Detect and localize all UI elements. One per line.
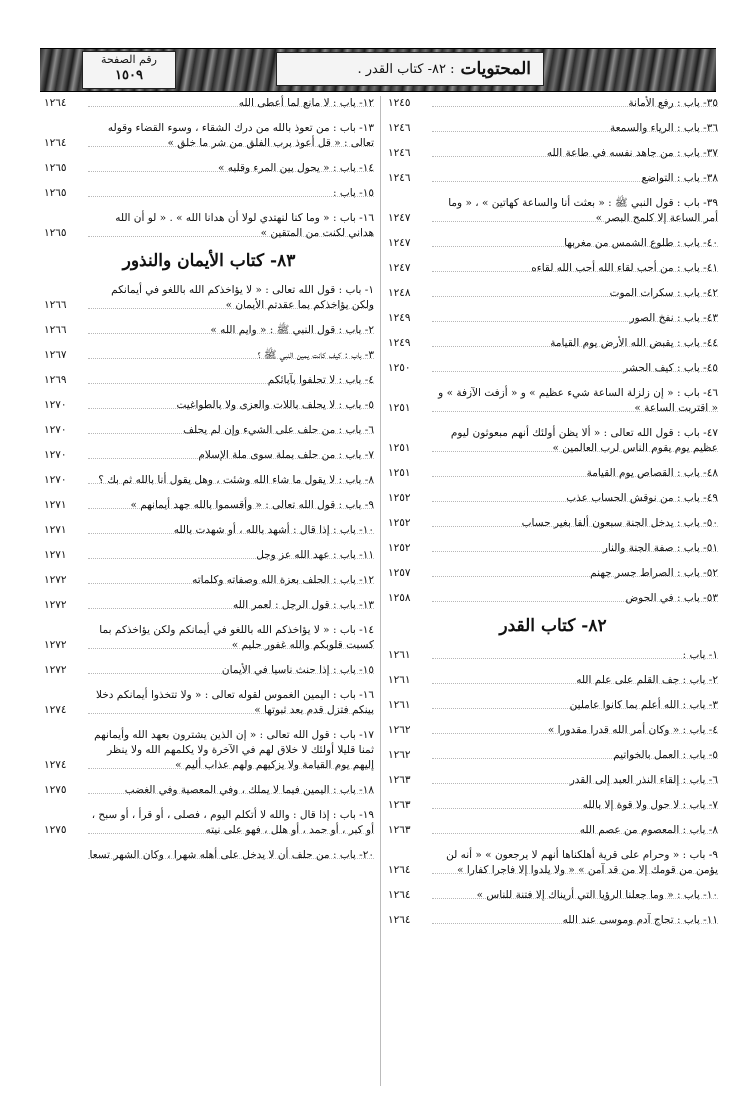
- toc-entry-page: ١٢٦٣: [388, 774, 411, 786]
- toc-entry[interactable]: [388, 516, 718, 531]
- leader-dots: [88, 713, 374, 714]
- toc-entry-page: ١٢٧٢: [44, 664, 67, 676]
- toc-entry[interactable]: [44, 323, 374, 338]
- toc-entry[interactable]: [388, 648, 718, 663]
- toc-entry[interactable]: [44, 548, 374, 563]
- toc-entry[interactable]: [44, 473, 374, 488]
- book-heading: ٨٣- كتاب الأيمان والنذور: [122, 251, 296, 271]
- leader-dots: [432, 873, 718, 874]
- leader-dots: [432, 346, 718, 347]
- toc-entry-title: ١٥- باب :: [332, 187, 374, 199]
- leader-dots: [432, 808, 718, 809]
- toc-entry[interactable]: [388, 591, 718, 606]
- toc-entry-page: ١٢٦٥: [44, 162, 67, 174]
- toc-entry-page: ١٢٧١: [44, 524, 67, 536]
- toc-entry-title: ١٧- باب : قول الله تعالى : « إن الذين يشترون بعهد الله وأيمانهم ثمنا قليلا أولئك لا خلاق لهم في الآخرة ولا يكلمهم الله ولا ينظر إليهم يوم القيامة ولا يزكيهم ولهم عذاب أليم »: [94, 729, 374, 771]
- toc-entry[interactable]: [44, 398, 374, 413]
- toc-entry-page: ١٢٦١: [388, 649, 411, 661]
- toc-entry-page: ١٢٦٤: [388, 864, 411, 876]
- leader-dots: [88, 146, 374, 147]
- toc-entry-page: ١٢٦٩: [44, 374, 67, 386]
- toc-entry-title: ٦- باب : من حلف على الشيء وإن لم يحلف: [183, 424, 374, 436]
- toc-entry-title: ٤٦- باب : « إن زلزلة الساعة شيء عظيم » و « أزفت الآزفة » و « اقتربت الساعة »: [438, 387, 718, 414]
- leader-dots: [432, 658, 718, 659]
- toc-entry-title: ٥- باب : العمل بالخواتيم: [613, 749, 718, 761]
- toc-entry[interactable]: [44, 161, 374, 176]
- toc-entry-title: ٧- باب : من حلف بملة سوى ملة الإسلام: [198, 449, 374, 461]
- leader-dots: [432, 923, 718, 924]
- toc-entry-page: ١٢٥٢: [388, 517, 411, 529]
- leader-dots: [88, 583, 374, 584]
- leader-dots: [432, 296, 718, 297]
- toc-entry-page: ١٢٧٠: [44, 474, 67, 486]
- toc-entry-page: ١٢٤٨: [388, 287, 411, 299]
- leader-dots: [432, 898, 718, 899]
- toc-entry-title: ٣- باب : كيف كانت يمين النبي ﷺ ؟: [257, 349, 374, 361]
- toc-entry-title: ٤٩- باب : من نوقش الحساب عذب: [566, 492, 718, 504]
- toc-entry-page: ١٢٧٤: [44, 704, 67, 716]
- leader-dots: [88, 673, 374, 674]
- toc-entry-title: ٢٠- باب : من حلف أن لا يدخل على أهله شهرا ، وكان الشهر تسعا: [89, 849, 374, 861]
- toc-entry-page: ١٢٦١: [388, 699, 411, 711]
- toc-entry[interactable]: [388, 286, 718, 301]
- toc-entry[interactable]: [388, 386, 718, 416]
- page-number-box: [82, 51, 176, 89]
- toc-entry-page: ١٢٤٥: [388, 97, 411, 109]
- toc-entry[interactable]: [44, 728, 374, 773]
- toc-entry[interactable]: [388, 311, 718, 326]
- toc-entry-page: ١٢٥٢: [388, 492, 411, 504]
- toc-entry[interactable]: [388, 848, 718, 878]
- toc-entry-title: ٢- باب : جف القلم على علم الله: [576, 674, 718, 686]
- toc-entry[interactable]: [388, 748, 718, 763]
- toc-entry[interactable]: [388, 146, 718, 161]
- page-header: [40, 48, 716, 92]
- toc-entry[interactable]: [388, 426, 718, 456]
- toc-entry-title: ٩- باب : « وحرام على قرية أهلكناها أنهم لا يرجعون » « أنه لن يؤمن من قومك إلا من قد آمن » « ولا يلدوا إلا فاجرا كفارا »: [446, 849, 718, 876]
- toc-entry-title: ١١- باب : تحاج آدم وموسى عند الله: [562, 914, 718, 926]
- toc-entry-title: ٤٤- باب : يقبض الله الأرض يوم القيامة: [550, 337, 718, 349]
- toc-entry-page: ١٢٦٥: [44, 187, 67, 199]
- toc-entry-title: ٣٩- باب : قول النبي ﷺ : « بعثت أنا والساعة كهاتين » ، « وما أمر الساعة إلا كلمح البصر »: [448, 197, 718, 224]
- toc-entry[interactable]: [388, 888, 718, 903]
- toc-entry-title: ٩- باب : قول الله تعالى : « وأقسموا بالله جهد أيمانهم »: [130, 499, 374, 511]
- leader-dots: [432, 246, 718, 247]
- header-title: المحتويات: [460, 59, 531, 79]
- leader-dots: [432, 221, 718, 222]
- toc-entry[interactable]: [388, 491, 718, 506]
- toc-entry-page: ١٢٦٤: [388, 914, 411, 926]
- toc-entry[interactable]: [388, 96, 718, 111]
- toc-entry[interactable]: [388, 121, 718, 136]
- toc-entry[interactable]: [388, 171, 718, 186]
- toc-entry[interactable]: [388, 236, 718, 251]
- leader-dots: [432, 181, 718, 182]
- toc-entry-title: ١٦- باب : « وما كنا لنهتدي لولا أن هدانا الله » . « لو أن الله هداني لكنت من المتقين »: [115, 212, 374, 239]
- toc-entry-title: ٣٨- باب : التواضع: [641, 172, 718, 184]
- toc-left-column: [44, 96, 374, 873]
- toc-entry-page: ١٢٦٧: [44, 349, 67, 361]
- toc-entry-page: ١٢٧٢: [44, 574, 67, 586]
- leader-dots: [432, 476, 718, 477]
- toc-entry-title: ١٩- باب : إذا قال : والله لا أتكلم اليوم ، فصلى ، أو قرأ ، أو سبح ، أو كبر ، أو حمد ، أو هلل ، فهو على نيته: [91, 809, 374, 836]
- toc-entry-page: ١٢٦٤: [388, 889, 411, 901]
- toc-entry-page: ١٢٧١: [44, 499, 67, 511]
- header-title-box: [276, 52, 544, 86]
- leader-dots: [88, 608, 374, 609]
- toc-entry-title: ١٠- باب : إذا قال : أشهد بالله ، أو شهدت بالله: [173, 524, 374, 536]
- toc-entry-page: ١٢٤٦: [388, 147, 411, 159]
- leader-dots: [88, 833, 374, 834]
- toc-entry-title: ٥- باب : لا يحلف باللات والعزى ولا بالطواغيت: [176, 399, 374, 411]
- toc-entry-page: ١٢٦٣: [388, 824, 411, 836]
- toc-entry-page: ١٢٧٠: [44, 399, 67, 411]
- leader-dots: [88, 308, 374, 309]
- toc-entry-page: ١٢٥١: [388, 402, 411, 414]
- leader-dots: [88, 558, 374, 559]
- toc-entry-title: ٤١- باب : من أحب لقاء الله أحب الله لقاءه: [531, 262, 718, 274]
- leader-dots: [432, 321, 718, 322]
- toc-right-column: [388, 96, 718, 938]
- toc-entry[interactable]: [388, 336, 718, 351]
- toc-entry-title: ٤٥- باب : كيف الحشر: [623, 362, 718, 374]
- toc-entry[interactable]: [388, 823, 718, 838]
- toc-entry[interactable]: [44, 808, 374, 838]
- page-number: ١٥٠٩: [115, 68, 143, 83]
- toc-entry-title: ٤٢- باب : سكرات الموت: [609, 287, 718, 299]
- toc-entry-page: ١٢٥٧: [388, 567, 411, 579]
- toc-entry-title: ٤- باب : لا تحلفوا بآبائكم: [267, 374, 374, 386]
- column-divider: [380, 96, 381, 1086]
- toc-entry-title: ١٤- باب : « لا يؤاخذكم الله باللغو في أيمانكم ولكن يؤاخذكم بما كسبت قلوبكم والله غفور حليم »: [99, 624, 374, 651]
- leader-dots: [432, 451, 718, 452]
- leader-dots: [432, 156, 718, 157]
- toc-entry[interactable]: [388, 773, 718, 788]
- leader-dots: [88, 648, 374, 649]
- toc-entry-page: ١٢٥١: [388, 467, 411, 479]
- toc-entry[interactable]: [388, 798, 718, 813]
- toc-entry[interactable]: [44, 96, 374, 111]
- toc-entry[interactable]: [44, 523, 374, 538]
- leader-dots: [88, 458, 374, 459]
- toc-entry-page: ١٢٤٧: [388, 237, 411, 249]
- toc-entry-page: ١٢٤٧: [388, 262, 411, 274]
- toc-entry-page: ١٢٤٩: [388, 312, 411, 324]
- toc-entry-page: ١٢٦٤: [44, 97, 67, 109]
- leader-dots: [88, 768, 374, 769]
- toc-entry-title: ١٢- باب : لا مانع لما أعطى الله: [238, 97, 374, 109]
- toc-entry[interactable]: [388, 361, 718, 376]
- toc-entry-page: ١٢٧٤: [44, 759, 67, 771]
- toc-entry[interactable]: [44, 573, 374, 588]
- leader-dots: [432, 526, 718, 527]
- leader-dots: [88, 793, 374, 794]
- leader-dots: [432, 783, 718, 784]
- toc-entry-page: ١٢٧٢: [44, 599, 67, 611]
- toc-entry[interactable]: [44, 783, 374, 798]
- toc-entry-title: ٧- باب : لا حول ولا قوة إلا بالله: [582, 799, 718, 811]
- leader-dots: [88, 196, 374, 197]
- leader-dots: [432, 551, 718, 552]
- leader-dots: [88, 236, 374, 237]
- leader-dots: [88, 106, 374, 107]
- toc-entry-title: ٣- باب : الله أعلم بما كانوا عاملين: [569, 699, 718, 711]
- toc-entry-title: ١٤- باب : « يحول بين المرء وقلبه »: [217, 162, 374, 174]
- toc-entry[interactable]: [388, 261, 718, 276]
- leader-dots: [88, 433, 374, 434]
- toc-entry-page: ١٢٤٦: [388, 172, 411, 184]
- toc-entry-page: ١٢٧٥: [44, 824, 67, 836]
- toc-entry[interactable]: [44, 448, 374, 463]
- toc-entry-page: ١٢٥٠: [388, 362, 411, 374]
- toc-entry[interactable]: [388, 698, 718, 713]
- header-subtitle: : ٨٢- كتاب القدر .: [357, 61, 455, 77]
- toc-entry-title: ١٦- باب : اليمين الغموس لقوله تعالى : « ولا تتخذوا أيمانكم دخلا بينكم فتزل قدم بعد ثبوتها »: [96, 689, 374, 716]
- leader-dots: [432, 271, 718, 272]
- toc-entry[interactable]: [44, 121, 374, 151]
- toc-entry-page: ١٢٧١: [44, 549, 67, 561]
- toc-entry-page: ١٢٦٣: [388, 799, 411, 811]
- leader-dots: [432, 733, 718, 734]
- leader-dots: [432, 131, 718, 132]
- leader-dots: [432, 501, 718, 502]
- leader-dots: [88, 358, 374, 359]
- leader-dots: [432, 683, 718, 684]
- leader-dots: [432, 833, 718, 834]
- toc-entry-title: ٣٥- باب : رفع الأمانة: [628, 97, 718, 109]
- toc-entry-title: ٥١- باب : صفة الجنة والنار: [602, 542, 718, 554]
- toc-entry[interactable]: [44, 663, 374, 678]
- toc-entry-page: ١٢٥٨: [388, 592, 411, 604]
- toc-entry-title: ١٣- باب : قول الرجل : لعمر الله: [232, 599, 374, 611]
- leader-dots: [88, 533, 374, 534]
- toc-entry-title: ٣٦- باب : الرياء والسمعة: [609, 122, 718, 134]
- toc-entry-page: ١٢٤٧: [388, 212, 411, 224]
- leader-dots: [432, 708, 718, 709]
- toc-entry[interactable]: [388, 466, 718, 481]
- toc-entry[interactable]: [388, 723, 718, 738]
- leader-dots: [432, 758, 718, 759]
- toc-entry[interactable]: [388, 196, 718, 226]
- toc-entry-title: ٥٠- باب : يدخل الجنة سبعون ألفا بغير حساب: [521, 517, 718, 529]
- leader-dots: [432, 576, 718, 577]
- toc-entry-page: ١٢٤٩: [388, 337, 411, 349]
- leader-dots: [432, 601, 718, 602]
- toc-entry[interactable]: [388, 913, 718, 928]
- toc-entry[interactable]: [388, 541, 718, 556]
- toc-entry[interactable]: [388, 566, 718, 581]
- toc-entry[interactable]: [44, 848, 374, 863]
- toc-entry-page: ١٢٦٦: [44, 299, 67, 311]
- toc-entry-title: ٤٠- باب : طلوع الشمس من مغربها: [564, 237, 718, 249]
- leader-dots: [88, 383, 374, 384]
- toc-entry[interactable]: [388, 673, 718, 688]
- toc-entry[interactable]: [44, 283, 374, 313]
- toc-entry[interactable]: [44, 423, 374, 438]
- toc-entry-title: ٥٣- باب : في الحوض: [625, 592, 718, 604]
- toc-entry-title: ٤- باب : « وكان أمر الله قدرا مقدورا »: [547, 724, 718, 736]
- leader-dots: [432, 106, 718, 107]
- toc-entry-title: ١٨- باب : اليمين فيما لا يملك ، وفي المعصية وفي الغضب: [124, 784, 374, 796]
- toc-entry-page: ١٢٦٢: [388, 724, 411, 736]
- leader-dots: [432, 411, 718, 412]
- toc-entry-page: ١٢٧٠: [44, 449, 67, 461]
- leader-dots: [88, 508, 374, 509]
- leader-dots: [88, 171, 374, 172]
- toc-entry-title: ١٢- باب : الحلف بعزة الله وصفاته وكلماته: [192, 574, 374, 586]
- toc-entry[interactable]: [44, 688, 374, 718]
- page-number-label: رقم الصفحة: [101, 53, 157, 66]
- toc-entry-page: ١٢٧٥: [44, 784, 67, 796]
- toc-entry-page: ١٢٦١: [388, 674, 411, 686]
- toc-entry[interactable]: [44, 211, 374, 241]
- toc-entry-page: ١٢٧٠: [44, 424, 67, 436]
- toc-entry[interactable]: [44, 498, 374, 513]
- toc-entry-page: ١٢٦٢: [388, 749, 411, 761]
- book-heading: ٨٢- كتاب القدر: [499, 616, 607, 636]
- toc-entry-title: ٤٣- باب : نفخ الصور: [629, 312, 718, 324]
- toc-entry-page: ١٢٤٦: [388, 122, 411, 134]
- toc-entry-title: ٨- باب : لا يقول ما شاء الله وشئت ، وهل يقول أنا بالله ثم بك ؟: [98, 474, 374, 486]
- toc-entry-page: ١٢٧٢: [44, 639, 67, 651]
- toc-entry-title: ٢- باب : قول النبي ﷺ : « وايم الله »: [210, 324, 374, 336]
- leader-dots: [88, 858, 374, 859]
- toc-entry[interactable]: [44, 598, 374, 613]
- leader-dots: [88, 483, 374, 484]
- toc-entry-title: ١٥- باب : إذا حنث ناسيا في الأيمان: [221, 664, 374, 676]
- toc-entry-page: ١٢٦٥: [44, 227, 67, 239]
- toc-entry[interactable]: [44, 623, 374, 653]
- toc-entry-title: ٥٢- باب : الصراط جسر جهنم: [590, 567, 718, 579]
- toc-entry-page: ١٢٦٤: [44, 137, 67, 149]
- toc-entry-title: ٤٧- باب : قول الله تعالى : « ألا يظن أولئك أنهم مبعوثون ليوم عظيم يوم يقوم الناس لرب العالمين »: [450, 427, 718, 454]
- toc-entry-title: ١٣- باب : من تعوذ بالله من درك الشقاء ، وسوء القضاء وقوله تعالى : « قل أعوذ برب الفلق من شر ما خلق »: [107, 122, 374, 149]
- toc-entry-title: ٨- باب : المعصوم من عصم الله: [579, 824, 718, 836]
- toc-entry-title: ٤٨- باب : القصاص يوم القيامة: [586, 467, 718, 479]
- toc-entry-page: ١٢٦٦: [44, 324, 67, 336]
- toc-entry[interactable]: [44, 186, 374, 201]
- leader-dots: [88, 333, 374, 334]
- toc-entry[interactable]: [44, 348, 374, 363]
- toc-entry-title: ١١- باب : عهد الله عز وجل: [256, 549, 374, 561]
- toc-entry-title: ٣٧- باب : من جاهد نفسه في طاعة الله: [546, 147, 718, 159]
- toc-entry-page: ١٢٥٢: [388, 542, 411, 554]
- toc-entry[interactable]: [44, 373, 374, 388]
- leader-dots: [432, 371, 718, 372]
- toc-entry-title: ١- باب :: [682, 649, 718, 661]
- toc-entry-title: ١- باب : قول الله تعالى : « لا يؤاخذكم الله باللغو في أيمانكم ولكن يؤاخذكم بما عقدتم الأيمان »: [111, 284, 374, 311]
- toc-entry-title: ٦- باب : إلقاء النذر العبد إلى القدر: [569, 774, 718, 786]
- leader-dots: [88, 408, 374, 409]
- toc-entry-page: ١٢٥١: [388, 442, 411, 454]
- toc-entry-title: ١٠- باب : « وما جعلنا الرؤيا التي أريناك إلا فتنة للناس »: [476, 889, 718, 901]
